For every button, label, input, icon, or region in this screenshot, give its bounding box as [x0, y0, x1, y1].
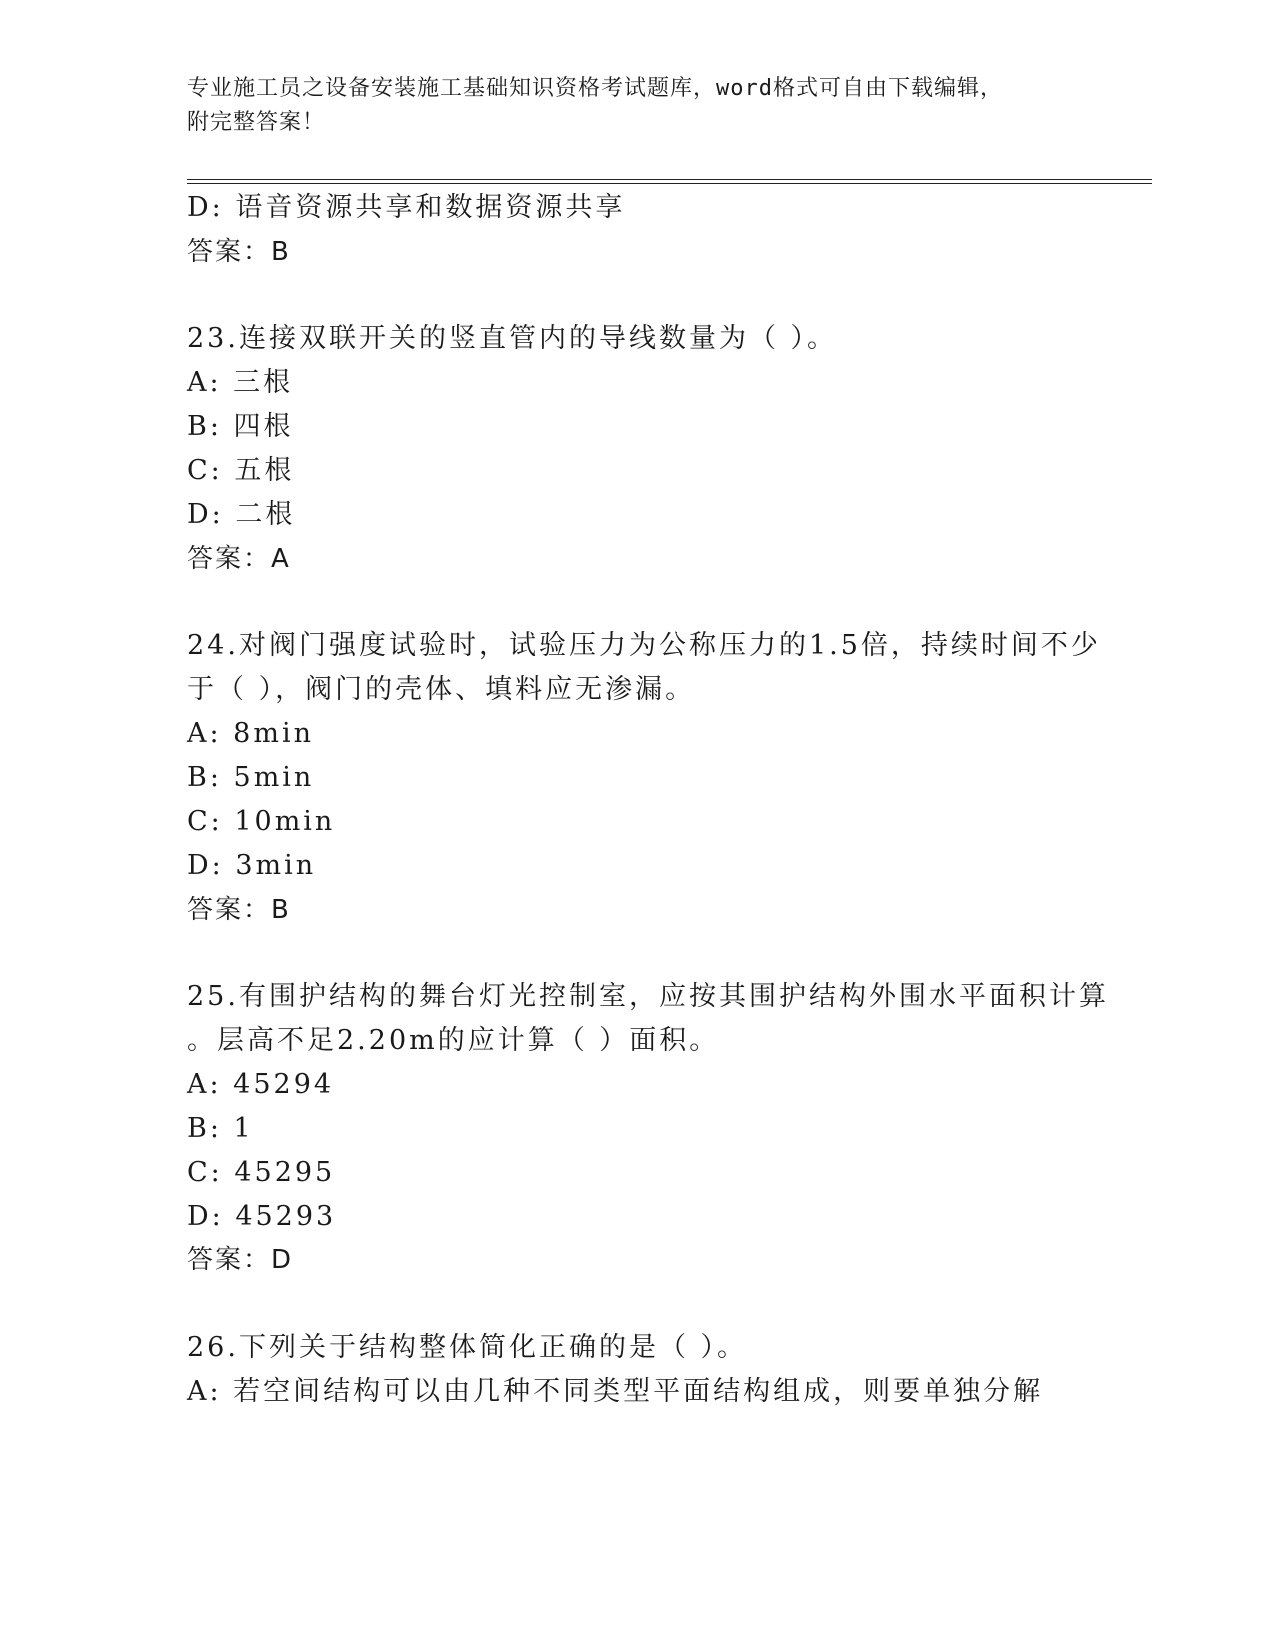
prev-option-d: D: 语音资源共享和数据资源共享: [187, 192, 626, 223]
q25-option-c: C: 45295: [187, 1157, 336, 1188]
q24-option-c: C: 10min: [187, 806, 336, 837]
q23-option-d: D: 二根: [187, 499, 296, 530]
q25-option-a: A: 45294: [187, 1069, 335, 1100]
q24-option-a: A: 8min: [187, 718, 314, 749]
header-title-line-1: 专业施工员之设备安装施工基础知识资格考试题库，word格式可自由下载编辑，: [187, 76, 1003, 101]
q25-answer: 答案：D: [187, 1245, 294, 1275]
q24-option-b: B: 5min: [187, 762, 315, 793]
header-divider-bottom: [187, 183, 1152, 184]
q26-option-a: A: 若空间结构可以由几种不同类型平面结构组成，则要单独分解: [187, 1376, 1044, 1407]
q24-stem-line-1: 24.对阀门强度试验时，试验压力为公称压力的1.5倍，持续时间不少: [187, 630, 1101, 661]
prev-answer: 答案：B: [187, 237, 291, 267]
q23-option-b: B: 四根: [187, 411, 294, 442]
q23-stem: 23.连接双联开关的竖直管内的导线数量为（ ）。: [187, 323, 838, 354]
q24-answer: 答案：B: [187, 895, 291, 925]
q25-option-d: D: 45293: [187, 1201, 337, 1232]
q23-answer: 答案：A: [187, 544, 291, 574]
q23-option-a: A: 三根: [187, 367, 294, 398]
header-divider-top: [187, 179, 1152, 180]
q25-option-b: B: 1: [187, 1113, 254, 1144]
q23-option-c: C: 五根: [187, 455, 295, 486]
document-header: [187, 72, 1067, 140]
q26-stem: 26.下列关于结构整体简化正确的是（ ）。: [187, 1332, 748, 1363]
q24-option-d: D: 3min: [187, 850, 317, 881]
q25-stem-line-2: 。层高不足2.20m的应计算（ ）面积。: [187, 1025, 720, 1056]
header-title-line-2: 附完整答案！: [187, 110, 326, 135]
q24-stem-line-2: 于（ ），阀门的壳体、填料应无渗漏。: [187, 674, 696, 705]
q25-stem-line-1: 25.有围护结构的舞台灯光控制室，应按其围护结构外围水平面积计算: [187, 981, 1109, 1012]
